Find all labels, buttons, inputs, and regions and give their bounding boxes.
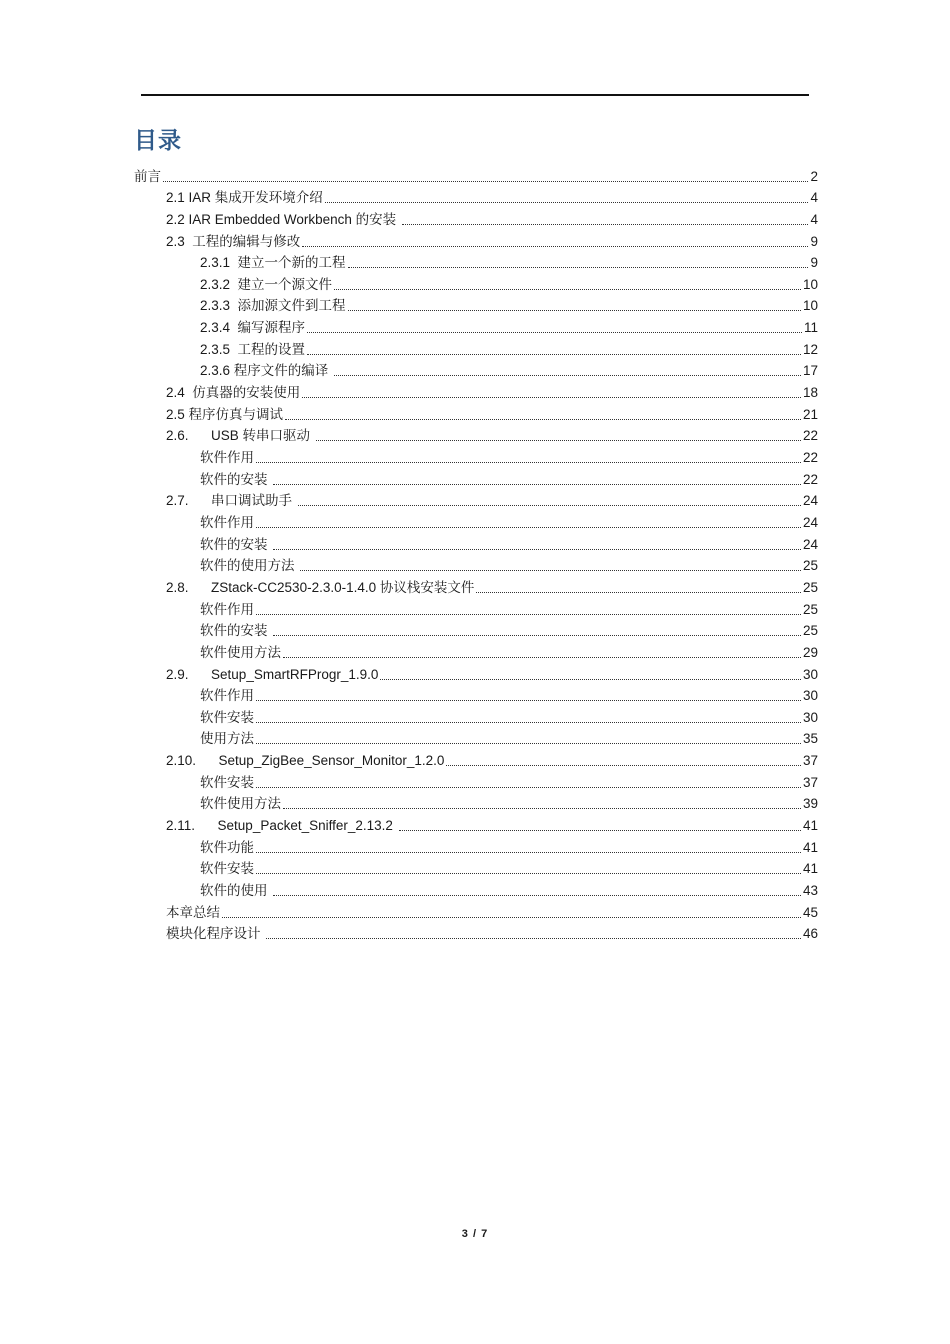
toc-entry-number: 2.7.	[166, 493, 189, 509]
toc-entry-label	[166, 407, 283, 423]
toc-entry-text: 使用方法	[200, 731, 254, 747]
toc-entry-page: 24	[802, 536, 818, 552]
toc-entry-number: 2.3.4	[200, 320, 231, 336]
toc-entry-text: 串口调试助手	[188, 493, 296, 509]
toc-entry-label	[200, 861, 254, 877]
header-rule	[141, 94, 809, 96]
toc-entry-text: 本章总结	[166, 904, 220, 920]
toc-entry[interactable]	[166, 661, 818, 683]
toc-entry-label	[166, 905, 220, 921]
toc-entry-label	[200, 450, 254, 466]
toc-entry-number: 2.4	[166, 385, 185, 401]
toc-dot-leader	[283, 657, 801, 658]
toc-entry-label	[200, 363, 332, 379]
toc-entry[interactable]	[200, 618, 818, 640]
toc-dot-leader	[334, 289, 801, 290]
toc-entry[interactable]	[200, 856, 818, 878]
toc-entry[interactable]	[200, 791, 818, 813]
toc-entry-label	[200, 710, 254, 726]
toc-entry-text: 软件的使用	[200, 883, 272, 899]
toc-entry[interactable]	[200, 358, 818, 380]
toc-entry-page: 9	[810, 233, 818, 249]
toc-entry-label	[200, 602, 254, 618]
toc-entry[interactable]	[166, 574, 818, 596]
toc-entry-label	[166, 428, 314, 444]
toc-entry-label	[166, 234, 300, 250]
toc-entry-page: 17	[802, 363, 818, 379]
toc-entry-page: 4	[810, 190, 818, 206]
toc-entry[interactable]	[166, 228, 818, 250]
toc-entry[interactable]	[200, 293, 818, 315]
toc-entry-label	[200, 277, 332, 293]
toc-dot-leader	[266, 938, 801, 939]
toc-entry-number: 2.3	[166, 233, 185, 249]
toc-entry[interactable]	[200, 531, 818, 553]
toc-entry-text: 软件的安装	[200, 536, 272, 552]
toc-dot-leader	[256, 700, 801, 701]
toc-entry-label	[166, 926, 264, 942]
toc-entry[interactable]	[200, 639, 818, 661]
toc-entry[interactable]	[166, 185, 818, 207]
toc-dot-leader	[285, 419, 801, 420]
toc-entry-text: 软件的使用方法	[200, 558, 299, 574]
toc-dot-leader	[446, 765, 801, 766]
toc-entry[interactable]	[200, 877, 818, 899]
toc-entry-number: 2.6.	[166, 428, 189, 444]
toc-entry-text: ZStack-CC2530-2.3.0-1.4.0 协议栈安装文件	[188, 579, 475, 595]
toc-entry-label	[200, 775, 254, 791]
toc-dot-leader	[316, 440, 801, 441]
toc-entry-page: 4	[810, 211, 818, 227]
toc-entry-number: 2.3.5	[200, 341, 231, 357]
toc-entry-page: 9	[810, 255, 818, 271]
toc-entry-page: 22	[802, 450, 818, 466]
toc-entry-page: 21	[802, 406, 818, 422]
toc-entry-label	[200, 731, 254, 747]
toc-entry-page: 25	[802, 623, 818, 639]
toc-entry-text: 建立一个源文件	[230, 276, 333, 292]
toc-entry[interactable]	[166, 423, 818, 445]
toc-entry-text: 软件的安装	[200, 471, 272, 487]
toc-dot-leader	[222, 917, 801, 918]
toc-entry-page: 41	[802, 839, 818, 855]
toc-entry[interactable]	[166, 921, 818, 943]
toc-entry-label	[166, 190, 323, 206]
toc-entry-text: 软件作用	[200, 688, 254, 704]
toc-dot-leader	[273, 549, 801, 550]
toc-entry-page: 30	[802, 709, 818, 725]
toc-entry-text: 建立一个新的工程	[230, 255, 346, 271]
toc-dot-leader	[256, 852, 801, 853]
toc-entry[interactable]	[200, 444, 818, 466]
toc-entry-page: 41	[802, 818, 818, 834]
toc-entry-number: 2.8.	[166, 579, 189, 595]
toc-entry-label	[200, 515, 254, 531]
toc-entry[interactable]	[166, 899, 818, 921]
toc-entry-number: 2.9.	[166, 666, 189, 682]
toc-entry-label	[200, 298, 346, 314]
toc-entry-label	[166, 493, 296, 509]
toc-entry-number: 2.11.	[166, 818, 196, 834]
toc-entry-label	[166, 818, 397, 834]
toc-entry[interactable]	[200, 834, 818, 856]
toc-dot-leader	[256, 873, 801, 874]
toc-entry-page: 30	[802, 688, 818, 704]
toc-entry-label	[200, 558, 298, 574]
toc-entry[interactable]	[166, 206, 818, 228]
toc-dot-leader	[348, 310, 801, 311]
toc-entry-text: 前言	[134, 168, 161, 184]
toc-entry-label	[200, 255, 346, 271]
toc-entry-page: 24	[802, 514, 818, 530]
toc-dot-leader	[256, 787, 801, 788]
toc-entry-page: 39	[802, 796, 818, 812]
toc-entry-page: 25	[802, 579, 818, 595]
toc-entry-page: 18	[802, 385, 818, 401]
toc-entry-page: 12	[802, 341, 818, 357]
toc-entry-page: 10	[802, 298, 818, 314]
toc-entry-text: 软件的安装	[200, 623, 272, 639]
toc-entry[interactable]	[200, 315, 818, 337]
page-title: 目录	[134, 128, 182, 154]
toc-entry-page: 25	[802, 558, 818, 574]
toc-entry-label	[200, 537, 271, 553]
toc-dot-leader	[307, 354, 801, 355]
toc-entry[interactable]	[166, 748, 818, 770]
toc-entry-page: 29	[802, 644, 818, 660]
toc-dot-leader	[476, 592, 801, 593]
toc-entry[interactable]	[200, 250, 818, 272]
toc-entry-number: 2.3.1	[200, 255, 231, 271]
toc-entry-label	[200, 840, 254, 856]
toc-entry-label	[166, 212, 400, 228]
toc-entry-page: 24	[802, 493, 818, 509]
toc-entry-text: 软件安装	[200, 709, 254, 725]
toc-dot-leader	[325, 202, 809, 203]
toc-entry-text: 添加源文件到工程	[230, 298, 346, 314]
toc-entry-label	[166, 385, 300, 401]
toc-entry-page: 46	[802, 926, 818, 942]
toc-entry-page: 22	[802, 428, 818, 444]
toc-dot-leader	[256, 614, 801, 615]
toc-dot-leader	[307, 332, 802, 333]
toc-entry[interactable]	[166, 813, 818, 835]
toc-entry-number: 2.3.6	[200, 363, 231, 379]
toc-entry-label	[166, 580, 474, 596]
toc-entry-text: 工程的编辑与修改	[184, 233, 301, 249]
toc-dot-leader	[298, 505, 801, 506]
toc-entry-text: 仿真器的安装使用	[184, 385, 301, 401]
toc-entry-text: 程序仿真与调试	[184, 406, 284, 422]
toc-entry-page: 2	[810, 168, 818, 184]
toc-dot-leader	[283, 808, 801, 809]
toc-entry[interactable]	[200, 683, 818, 705]
toc-entry-page: 10	[802, 276, 818, 292]
toc-entry-number: 2.3.3	[200, 298, 231, 314]
toc-entry-page: 37	[802, 753, 818, 769]
toc-entry-number: 2.10.	[166, 753, 197, 769]
toc-entry-page: 45	[802, 904, 818, 920]
toc-entry-label	[200, 623, 271, 639]
toc-entry[interactable]	[200, 466, 818, 488]
toc-entry-number: 2.3.2	[200, 276, 231, 292]
toc-entry-number: 2.2 IAR Embedded Workbench	[166, 211, 352, 227]
toc-entry-text: 模块化程序设计	[166, 926, 265, 942]
toc-entry[interactable]	[200, 271, 818, 293]
toc-entry-text: USB 转串口驱动	[188, 428, 314, 444]
toc-entry-text: 编写源程序	[230, 320, 306, 336]
toc-entry-text: 软件作用	[200, 514, 254, 530]
toc-entry-text: 集成开发环境介绍	[211, 190, 323, 206]
toc-entry-label	[200, 472, 271, 488]
toc-entry-page: 43	[802, 883, 818, 899]
toc-entry-text: 的安装	[351, 211, 400, 227]
toc-dot-leader	[256, 527, 801, 528]
toc-entry-label	[166, 667, 378, 683]
toc-entry[interactable]	[166, 380, 818, 402]
toc-dot-leader	[302, 397, 801, 398]
toc-entry-label	[134, 169, 161, 185]
toc-entry-text: 工程的设置	[230, 341, 306, 357]
toc-entry-page: 11	[803, 320, 818, 336]
toc-dot-leader	[163, 181, 808, 182]
toc-dot-leader	[273, 895, 801, 896]
toc-entry[interactable]	[200, 336, 818, 358]
toc-dot-leader	[302, 246, 808, 247]
toc-entry-label	[200, 796, 281, 812]
toc-entry-number: 2.5	[166, 406, 185, 422]
toc-entry[interactable]	[166, 488, 818, 510]
toc-dot-leader	[256, 743, 801, 744]
toc-entry-label	[200, 342, 305, 358]
toc-entry-text: 软件使用方法	[200, 644, 281, 660]
toc-entry-page: 37	[802, 774, 818, 790]
toc-entry-text: 软件作用	[200, 450, 254, 466]
toc-dot-leader	[256, 722, 801, 723]
toc-entry-page: 30	[802, 666, 818, 682]
toc-dot-leader	[380, 679, 801, 680]
toc-entry[interactable]	[200, 553, 818, 575]
toc-entry[interactable]	[200, 769, 818, 791]
toc-entry-page: 35	[802, 731, 818, 747]
toc-entry-text: Setup_Packet_Sniffer_2.13.2	[195, 818, 397, 834]
toc-entry-text: Setup_ZigBee_Sensor_Monitor_1.2.0	[196, 753, 445, 769]
toc-entry-page: 22	[802, 471, 818, 487]
toc-dot-leader	[399, 830, 801, 831]
toc-entry-page: 25	[802, 601, 818, 617]
toc-entry[interactable]	[200, 509, 818, 531]
toc-entry-text: 软件安装	[200, 774, 254, 790]
toc-entry-text: Setup_SmartRFProgr_1.9.0	[188, 666, 379, 682]
toc-dot-leader	[273, 484, 801, 485]
toc-entry-label	[200, 688, 254, 704]
toc-entry[interactable]	[166, 401, 818, 423]
toc-dot-leader	[402, 224, 809, 225]
toc-entry[interactable]	[134, 163, 818, 185]
toc-entry-number: 2.1 IAR	[166, 190, 212, 206]
toc-entry[interactable]	[200, 726, 818, 748]
toc-entry[interactable]	[200, 704, 818, 726]
toc-entry[interactable]	[200, 596, 818, 618]
toc-entry-text: 软件功能	[200, 839, 254, 855]
toc-entry-text: 软件安装	[200, 861, 254, 877]
toc-entry-label	[200, 320, 305, 336]
toc-dot-leader	[256, 462, 801, 463]
toc-entry-label	[200, 883, 271, 899]
toc-dot-leader	[273, 635, 801, 636]
toc-entry-label	[166, 753, 444, 769]
toc-entry-label	[200, 645, 281, 661]
toc-entry-text: 软件作用	[200, 601, 254, 617]
toc-entry-text: 程序文件的编译	[230, 363, 333, 379]
toc-entry-page: 41	[802, 861, 818, 877]
toc-dot-leader	[300, 570, 801, 571]
toc-entry-text: 软件使用方法	[200, 796, 281, 812]
page-number: 3 / 7	[461, 1228, 489, 1240]
toc-dot-leader	[334, 375, 801, 376]
toc-dot-leader	[348, 267, 809, 268]
